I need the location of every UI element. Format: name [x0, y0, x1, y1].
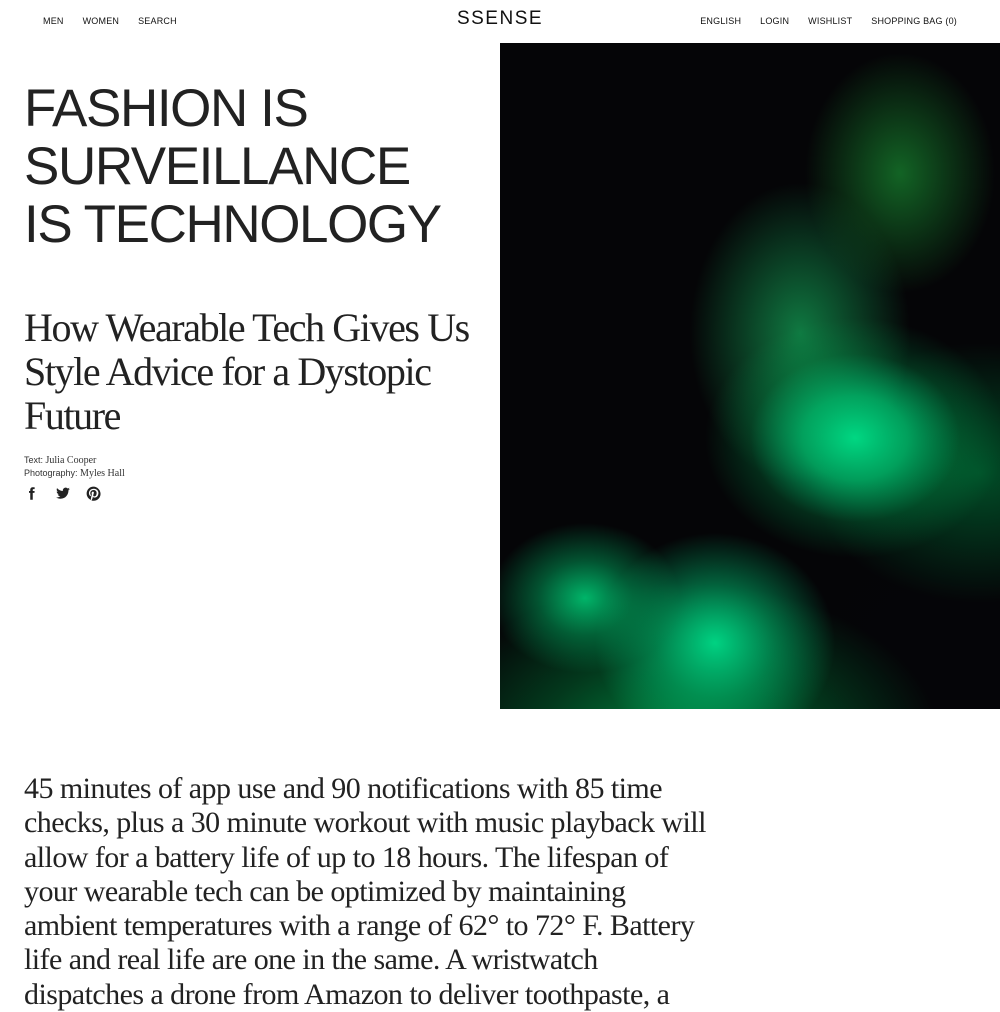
facebook-icon[interactable] [24, 486, 39, 501]
article-body-paragraph: 45 minutes of app use and 90 notifications with 85 time checks, plus a 30 minute workout with music playback will allow for a battery life of up to 18 hours. The lifespan of your wearable tech can be optimized by maintaining ambient temperatures with a range of 62° to 72° F. Battery life and real life are one in the same. A wristwatch dispatches a drone from Amazon to deliver toothpaste, a [24, 772, 706, 1011]
top-navigation-bar [0, 0, 1000, 42]
nav-women-link[interactable]: WOMEN [82, 16, 120, 26]
text-credit [24, 454, 125, 467]
twitter-icon[interactable] [55, 486, 70, 501]
article-credits [24, 454, 125, 480]
photographer-name: Myles Hall [80, 468, 125, 479]
login-link[interactable]: LOGIN [760, 16, 790, 26]
shopping-bag-link[interactable]: SHOPPING BAG (0) [871, 16, 957, 26]
nav-search-link[interactable]: SEARCH [138, 16, 177, 26]
wishlist-link[interactable]: WISHLIST [808, 16, 853, 26]
pinterest-icon[interactable] [86, 486, 101, 501]
hero-image [500, 43, 1000, 709]
account-nav [700, 16, 957, 26]
headline-line: SURVEILLANCE [24, 137, 410, 196]
share-buttons [24, 486, 101, 501]
headline-line: FASHION IS [24, 79, 308, 138]
site-logo[interactable]: SSENSE [456, 8, 544, 29]
author-name: Julia Cooper [45, 455, 97, 466]
language-link[interactable]: ENGLISH [700, 16, 742, 26]
credit-label: Text: [24, 455, 44, 465]
article-subheadline: How Wearable Tech Gives Us Style Advice for a Dystopic Future [24, 305, 469, 438]
credit-label: Photography: [24, 468, 78, 478]
article-headline [24, 80, 494, 254]
nav-men-link[interactable]: MEN [43, 16, 64, 26]
photography-credit [24, 467, 125, 480]
headline-line: IS TECHNOLOGY [24, 195, 441, 254]
